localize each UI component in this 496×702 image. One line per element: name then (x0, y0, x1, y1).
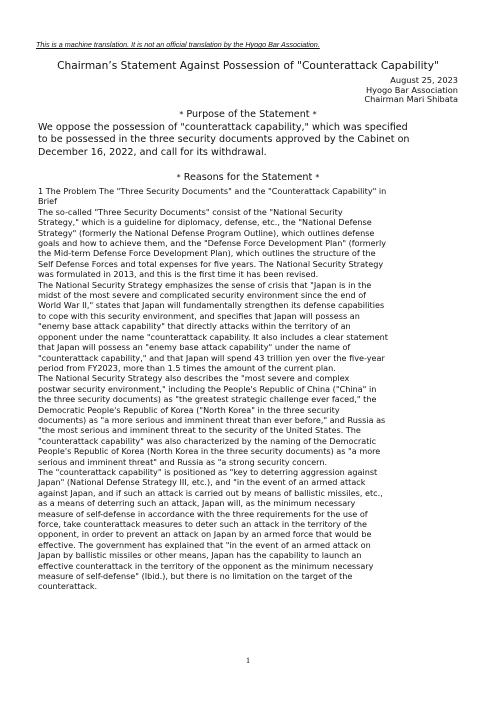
page-number: 1 (245, 655, 251, 665)
body-line: documents) as "a more serious and imminent threat than ever before," and Russia as (38, 414, 386, 425)
document-title: Chairman’s Statement Against Possession of "Counterattack Capability" (57, 60, 439, 72)
statement-meta (364, 76, 458, 105)
body-line: effective. The government has explained that "in the event of an armed attack on (38, 539, 371, 550)
body-line: against Japan, and if such an attack is carried out by means of ballistic missiles, etc., (38, 487, 383, 498)
organization-name: Hyogo Bar Association (365, 84, 458, 95)
body-line: to cope with this security environment, and specifies that Japan will possess an (38, 310, 360, 321)
reasons-heading (0, 172, 496, 183)
body-line: measure of self-defense in accordance with the three requirements for the use of (38, 508, 368, 519)
body-line: People's Republic of Korea (North Korea in the three security documents) as "a more (38, 446, 381, 457)
body-line: "enemy base attack capability" that directly attacks within the territory of an (38, 321, 351, 332)
body-line: Democratic People's Republic of Korea ("North Korea" in the three security (38, 404, 340, 415)
section-1-heading: Brief (38, 196, 57, 207)
body-line: period from FY2023, more than 1.5 times the amount of the current plan. (38, 362, 336, 373)
body-line: The "counterattack capability" is positioned as "key to deterring aggression against (38, 466, 378, 477)
body-line: opponent under the name "counterattack capability. It also includes a clear statement (38, 331, 388, 342)
purpose-line: December 16, 2022, and call for its withdrawal. (38, 146, 267, 158)
section-1-heading: 1 The Problem The "Three Security Documents" and the "Counterattack Capability" in (38, 186, 387, 196)
body-line: force, take counterattack measures to deter such an attack in the territory of the (38, 519, 368, 529)
star-marker-left: * (176, 173, 181, 182)
body-line: midst of the most severe and complicated security environment since the end of (38, 290, 367, 301)
body-line: The so-called "Three Security Documents" consist of the "National Security (38, 206, 343, 217)
reasons-heading-text: Reasons for the Statement (183, 172, 313, 183)
body-line: The National Security Strategy also describes the "most severe and complex (38, 373, 350, 384)
purpose-line: to be possessed in the three security documents approved by the Cabinet on (38, 134, 410, 146)
body-line: the three security documents) as "the greatest strategic challenge ever faced," the (38, 394, 377, 405)
body-line: The National Security Strategy emphasizes the sense of crisis that "Japan is in the (38, 279, 372, 290)
body-line: "counterattack capability," and that Japan will spend 43 trillion yen over the five-year (38, 352, 385, 363)
body-line: as a means of deterring such an attack, Japan will, as the minimum necessary (38, 498, 356, 509)
body-line: Strategy," which is a guideline for diplomacy, defense, etc., the "National Defense (38, 217, 372, 228)
body-line: the Mid-term Defense Force Development Plan), which outlines the structure of the (38, 248, 376, 259)
body-line: Self Defense Forces and total expenses for five years. The National Security Strategy (38, 258, 384, 269)
body-line: World War II," states that Japan will fundamentally strengthen its defense capabilities (38, 300, 385, 311)
statement-date: August 25, 2023 (390, 75, 458, 85)
purpose-heading (0, 109, 496, 120)
purpose-paragraph (38, 122, 460, 159)
body-line: goals and how to achieve them, and the "Defense Force Development Plan" (formerly (38, 238, 387, 249)
body-line: "the most serious and imminent threat to the security of the United States. The (38, 425, 361, 436)
body-line: Japan by ballistic missiles or other means, Japan has the capability to launch an (38, 550, 362, 561)
star-marker-left: * (179, 110, 184, 119)
reasons-body (38, 186, 460, 592)
star-marker-right: * (315, 173, 320, 182)
body-line: Japan" (National Defense Strategy III, etc.), and "in the event of an armed attack (38, 477, 366, 488)
chairman-name: Chairman Mari Shibata (364, 94, 458, 105)
body-line: measure of self-defense" (Ibid.), but there is no limitation on the target of the (38, 571, 353, 582)
machine-translation-notice: This is a machine translation. It is not an official translation by the Hyogo Bar Association. (36, 40, 320, 49)
body-line: effective counterattack in the territory of the opponent as the minimum necessary (38, 560, 374, 571)
purpose-line: We oppose the possession of "counterattack capability," which was specified (38, 122, 408, 133)
body-line: opponent, in order to prevent an attack on Japan by an armed force that would be (38, 529, 372, 540)
purpose-heading-text: Purpose of the Statement (186, 109, 310, 120)
body-line: postwar security environment," including the People's Republic of China ("China" in (38, 383, 377, 394)
body-line: Strategy" (formerly the National Defense Program Outline), which outlines defense (38, 227, 375, 238)
body-line: counterattack. (38, 581, 98, 592)
star-marker-right: * (312, 110, 317, 119)
body-line: serious and imminent threat" and Russia as "a strong security concern. (38, 456, 328, 467)
body-line: that Japan will possess an "enemy base attack capability" under the name of (38, 342, 351, 353)
body-line: was formulated in 2013, and this is the first time it has been revised. (38, 269, 319, 280)
body-line: "counterattack capability" was also characterized by the naming of the Democratic (38, 435, 377, 446)
